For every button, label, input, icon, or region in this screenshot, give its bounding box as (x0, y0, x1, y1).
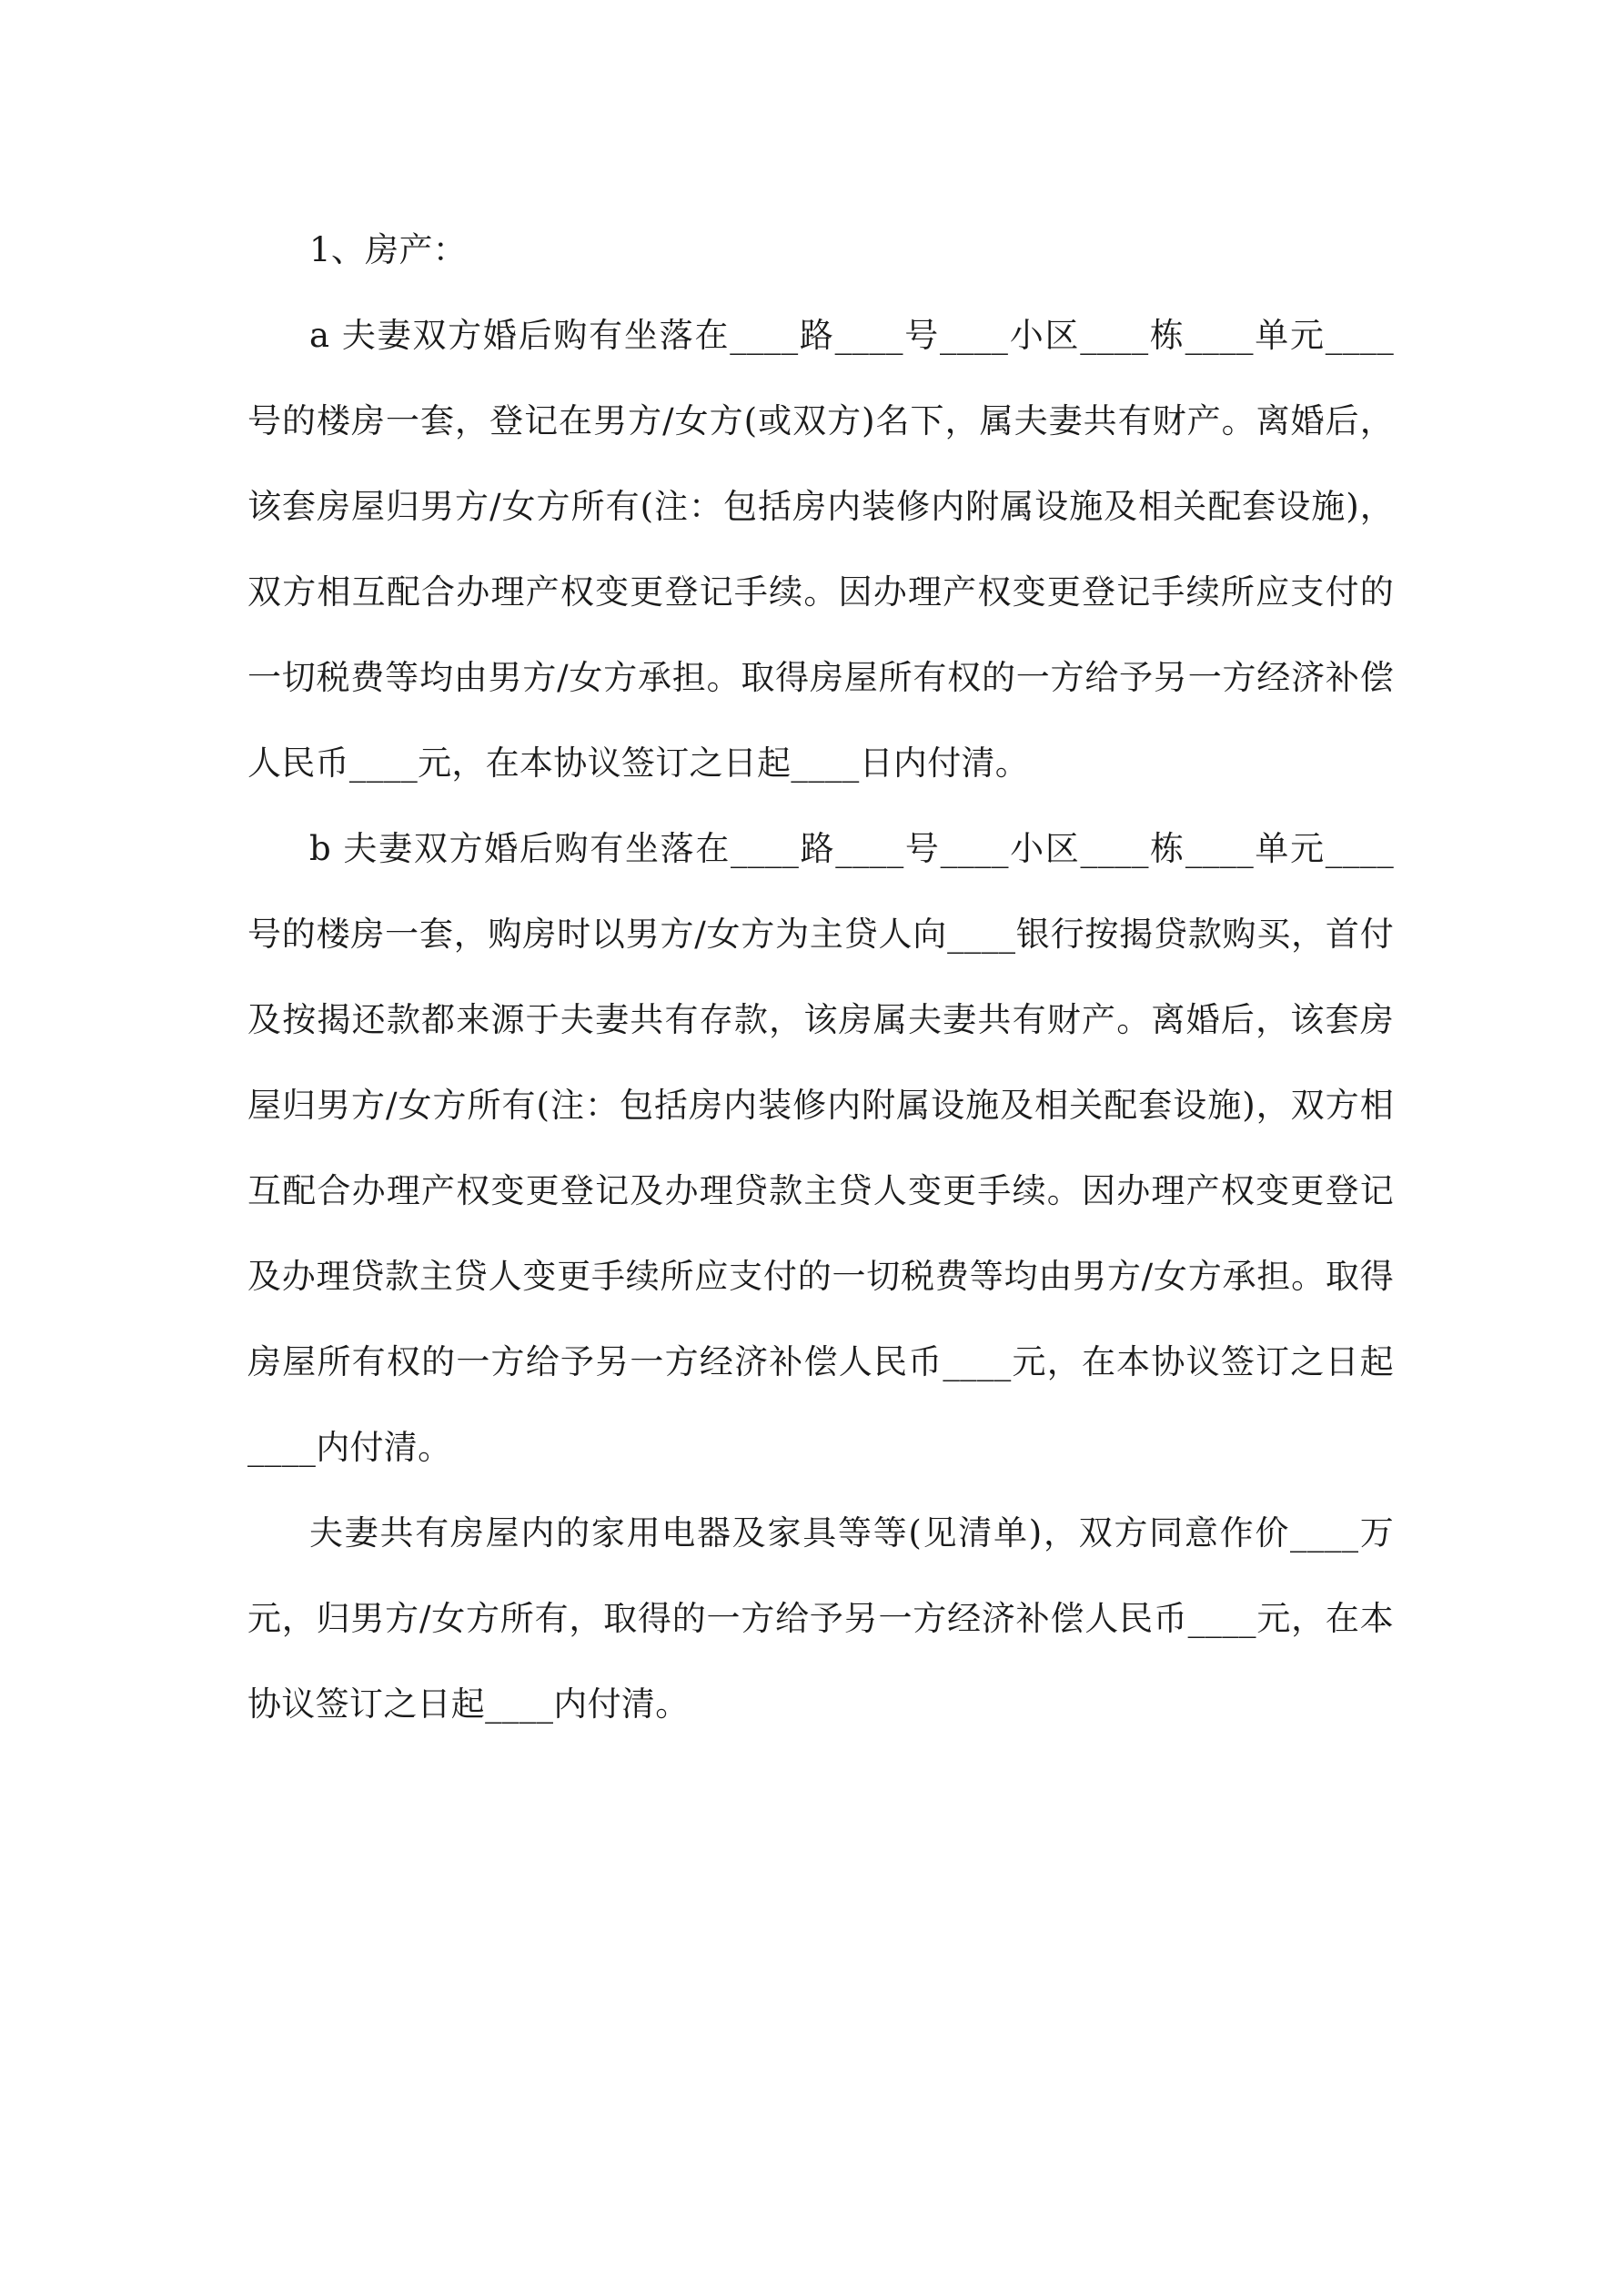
paragraph-property-b: b 夫妻双方婚后购有坐落在____路____号____小区____栋____单元____号的楼房一套，购房时以男方/女方为主贷人向____银行按揭贷款购买，首付及按揭还款都来源于夫妻共有存款，该房属夫妻共有财产。离婚后，该套房屋归男方/女方所有(注：包括房内装修内附属设施及相关配套设施)，双方相互配合办理产权变更登记及办理贷款主贷人变更手续。因办理产权变更登记及办理贷款主贷人变更手续所应支付的一切税费等均由男方/女方承担。取得房屋所有权的一方给予另一方经济补偿人民币____元，在本协议签订之日起____内付清。 (247, 829, 1394, 1467)
section-heading: 1、房产： (309, 230, 468, 269)
paragraph-appliances: 夫妻共有房屋内的家用电器及家具等等(见清单)，双方同意作价____万元，归男方/女方所有，取得的一方给予另一方经济补偿人民币____元，在本协议签订之日起____内付清。 (247, 1513, 1394, 1724)
document-body (247, 207, 1394, 1747)
paragraph-property-a: a 夫妻双方婚后购有坐落在____路____号____小区____栋____单元____号的楼房一套，登记在男方/女方(或双方)名下，属夫妻共有财产。离婚后，该套房屋归男方/女方所有(注：包括房内装修内附属设施及相关配套设施)，双方相互配合办理产权变更登记手续。因办理产权变更登记手续所应支付的一切税费等均由男方/女方承担。取得房屋所有权的一方给予另一方经济补偿人民币____元，在本协议签订之日起____日内付清。 (247, 316, 1394, 783)
